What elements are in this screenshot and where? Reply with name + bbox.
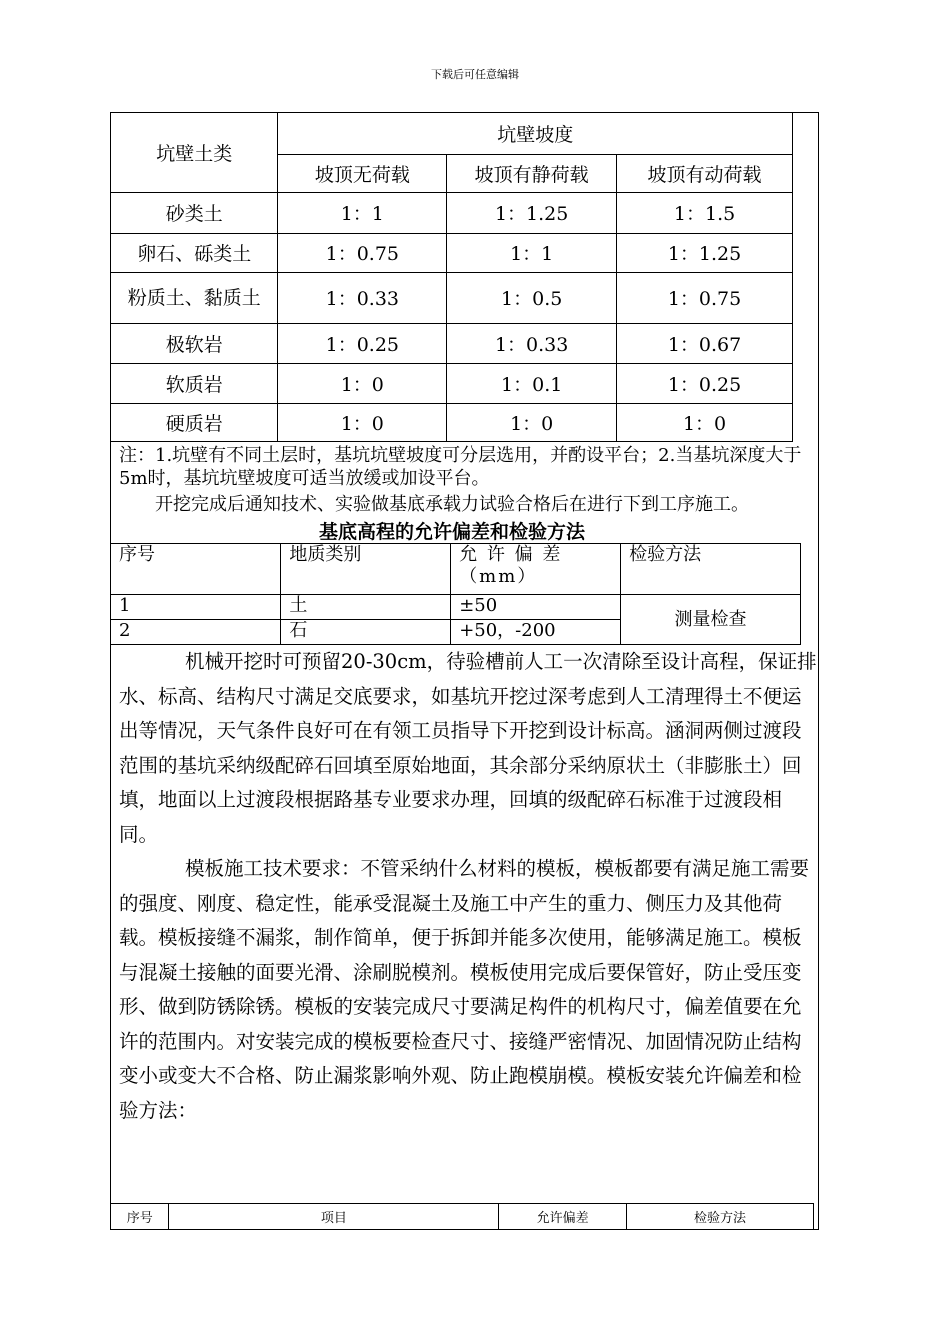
elev-tolerance: +50，-200: [451, 620, 621, 645]
excavation-paragraph: 机械开挖时可预留20-30cm，待验槽前人工一次清除至设计高程，保证排水、标高、结构尺寸满足交底要求，如基坑开挖过深考虑到人工清理得土不便运出等情况，天气条件良好可在有领工员指导下开挖到设计标高。涵洞两侧过渡段范围的基坑采纳级配碎石回填至原始地面，其余部分采纳原状土（非膨胀土）回填，地面以上过渡段根据路基专业要求办理，回填的级配碎石标准于过渡段相同。: [119, 650, 817, 846]
elev-header: 序号: [111, 544, 281, 595]
slope-value: 1：1.5: [617, 192, 793, 233]
slope-subhead: 坡顶无荷载: [278, 154, 447, 192]
slope-value: 1：0.25: [278, 323, 447, 363]
slope-value: 1：1: [278, 192, 447, 233]
table-row: [111, 595, 801, 620]
slope-value: 1：1.25: [617, 233, 793, 272]
soil-type: 极软岩: [111, 323, 278, 363]
slope-value: 1：0.75: [278, 233, 447, 272]
formwork-table: [111, 1203, 814, 1230]
slope-value: 1：1.25: [447, 192, 617, 233]
slope-value: 1：0.75: [617, 272, 793, 323]
formwork-header: 序号: [111, 1204, 169, 1230]
formwork-header: 检验方法: [627, 1204, 814, 1230]
body-text: [119, 645, 819, 1128]
elevation-table: [111, 543, 801, 645]
slope-head-col: 坑壁土类: [111, 113, 278, 192]
slope-value: 1：1: [447, 233, 617, 272]
slope-value: 1：0.33: [447, 323, 617, 363]
elev-method: 测量检查: [621, 595, 801, 645]
elev-header: 允 许 偏 差（mm）: [451, 544, 621, 595]
soil-type: 卵石、砾类土: [111, 233, 278, 272]
soil-type: 砂类土: [111, 192, 278, 233]
elev-no: 1: [111, 595, 281, 620]
table-row: [111, 363, 793, 403]
slope-note: 注：1.坑壁有不同土层时，基坑坑壁坡度可分层选用，并酌设平台；2.当基坑深度大于5m时，基坑坑壁坡度可适当放缓或加设平台。: [119, 445, 802, 489]
inspection-paragraph: 开挖完成后通知技术、实验做基底承载力试验合格后在进行下到工序施工。: [155, 494, 749, 515]
slope-value: 1：0.25: [617, 363, 793, 403]
table-row: [111, 323, 793, 363]
table-row: [111, 233, 793, 272]
table-row: [111, 192, 793, 233]
elev-no: 2: [111, 620, 281, 645]
formwork-paragraph: 模板施工技术要求：不管采纳什么材料的模板，模板都要有满足施工需要的强度、刚度、稳定性，能承受混凝土及施工中产生的重力、侧压力及其他荷载。模板接缝不漏浆，制作简单，便于拆卸并能多次使用，能够满足施工。模板与混凝土接触的面要光滑、涂刷脱模剂。模板使用完成后要保管好，防止受压变形、做到防锈除锈。模板的安装完成尺寸要满足构件的机构尺寸，偏差值要在允许的范围内。对安装完成的模板要检查尺寸、接缝严密情况、加固情况防止结构变小或变大不合格、防止漏浆影响外观、防止跑模崩模。模板安装允许偏差和检验方法：: [119, 857, 810, 1122]
soil-type: 硬质岩: [111, 403, 278, 441]
slope-table: [111, 113, 793, 442]
slope-value: 1：0: [278, 363, 447, 403]
slope-value: 1：0: [447, 403, 617, 441]
elev-type: 土: [281, 595, 451, 620]
slope-subhead: 坡顶有动荷载: [617, 154, 793, 192]
table-row: [111, 403, 793, 441]
formwork-header: 允许偏差: [499, 1204, 627, 1230]
slope-value: 1：0.1: [447, 363, 617, 403]
page-header: 下载后可任意编辑: [431, 68, 519, 81]
document-frame: [110, 112, 819, 1230]
soil-type: 软质岩: [111, 363, 278, 403]
elev-type: 石: [281, 620, 451, 645]
slope-head-group: 坑壁坡度: [278, 113, 793, 154]
elev-header: 检验方法: [621, 544, 801, 595]
slope-value: 1：0.67: [617, 323, 793, 363]
slope-subhead: 坡顶有静荷载: [447, 154, 617, 192]
slope-value: 1：0.33: [278, 272, 447, 323]
slope-value: 1：0: [617, 403, 793, 441]
elevation-table-title: 基底高程的允许偏差和检验方法: [319, 521, 586, 543]
slope-value: 1：0.5: [447, 272, 617, 323]
soil-type: 粉质土、黏质土: [111, 272, 278, 323]
elev-header: 地质类别: [281, 544, 451, 595]
slope-value: 1：0: [278, 403, 447, 441]
elev-tolerance: ±50: [451, 595, 621, 620]
table-row: [111, 272, 793, 323]
formwork-header: 项目: [169, 1204, 499, 1230]
